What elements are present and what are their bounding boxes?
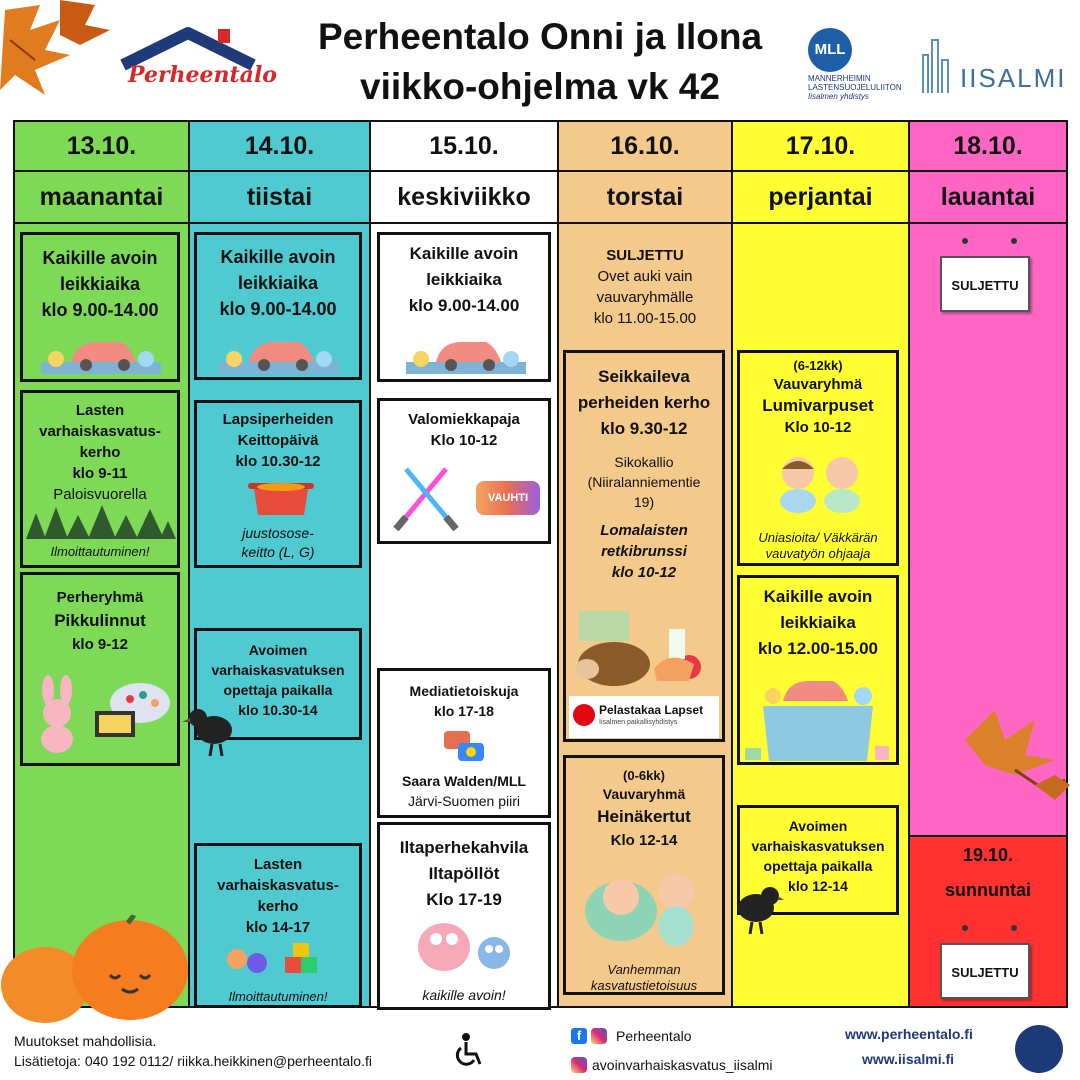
event-note: kaikille avoin! (422, 987, 506, 1003)
instagram-link[interactable]: avoinvarhaiskasvatus_iisalmi (592, 1057, 773, 1073)
title-line-1: Perheentalo Onni ja Ilona (317, 16, 763, 57)
open-playtime-fri (737, 575, 899, 765)
date-header: 18.10. (910, 122, 1066, 172)
event-time: klo 12.00-15.00 (757, 639, 879, 658)
sign-pin (1011, 925, 1017, 931)
perheentalo-logo-text: Perheentalo (128, 62, 277, 88)
wheelchair-icon (450, 1032, 486, 1068)
website-link-iisalmi[interactable]: www.iisalmi.fi (862, 1051, 955, 1067)
event-time: klo 17-18 (434, 703, 494, 719)
pelastakaa-sub: Iisalmen paikallisyhdistys (599, 719, 678, 726)
facebook-link[interactable]: Perheentalo (616, 1028, 692, 1044)
event-title: Iltapöllöt (428, 864, 500, 883)
event-title: retkibrunssi (601, 543, 687, 560)
forest-icon (26, 503, 176, 539)
iisalmi-text: IISALMI (960, 63, 1067, 93)
mll-text-2: LASTENSUOJELULIITON (808, 83, 902, 92)
event-location: (Niiralanniementie (587, 474, 701, 490)
soup-day-tue (194, 400, 362, 568)
event-time: klo 9-12 (72, 636, 128, 653)
event-title: Kaikille avoin (42, 248, 158, 268)
event-text: Ovet auki vain (597, 268, 693, 285)
event-title: Vauvaryhmä (602, 786, 686, 802)
crow-icon (182, 700, 242, 760)
mll-logo (808, 28, 908, 101)
pelastakaa-lapset-logo (569, 696, 719, 738)
date-header: 17.10. (733, 122, 908, 172)
city-skyline-icon (918, 35, 958, 93)
day-header: torstai (559, 172, 731, 224)
perheryhma-mon (20, 572, 180, 766)
soup-pot-icon (246, 475, 316, 517)
sign-pin (962, 925, 968, 931)
event-time: klo 10-12 (611, 564, 677, 581)
event-note: Uniasioita/ Väkkärän (758, 530, 878, 545)
leaf-icon (0, 0, 120, 110)
adventure-club-thu (563, 350, 725, 742)
event-title: varhaiskasvatus- (217, 877, 339, 894)
event-title: opettaja paikalla (763, 858, 873, 874)
event-time: Klo 10-12 (430, 432, 498, 449)
event-time: klo 9.00-14.00 (41, 300, 159, 320)
event-title: Pikkulinnut (54, 611, 146, 630)
crow-icon (724, 878, 784, 938)
event-age: (6-12kk) (793, 358, 843, 373)
hedgehog-icon (569, 609, 719, 689)
owl-icon (404, 915, 524, 975)
event-title: varhaiskasvatuksen (751, 838, 885, 854)
date-header: 16.10. (559, 122, 731, 172)
event-title: SULJETTU (606, 247, 684, 264)
sunday-name: sunnuntai (945, 880, 1031, 900)
event-title: perheiden kerho (577, 393, 711, 412)
event-title: Iltaperhekahvila (399, 838, 529, 857)
event-time: klo 9.00-14.00 (219, 299, 337, 319)
iisalmi-logo (918, 35, 1067, 95)
mll-badge: MLL (808, 28, 852, 72)
instagram-icon[interactable] (591, 1028, 607, 1044)
event-title: varhaiskasvatus- (39, 423, 161, 440)
event-location: Paloisvuorella (53, 486, 147, 503)
event-title: Lapsiperheiden (222, 411, 334, 428)
event-location: 19) (633, 494, 655, 510)
instagram-icon[interactable] (571, 1057, 587, 1073)
event-title: Valomiekkapaja (408, 411, 520, 428)
vauhti-logo: VAUHTI (476, 481, 540, 515)
toy-car-icon (209, 327, 349, 377)
event-title: Avoimen (248, 642, 308, 658)
mll-text-1: MANNERHEIMIN (808, 74, 871, 83)
event-time: klo 9.00-14.00 (408, 296, 520, 315)
lightsaber-icon (386, 459, 466, 539)
page-title (250, 12, 830, 112)
event-host: Saara Walden/MLL (402, 773, 526, 789)
website-link-perheentalo[interactable]: www.perheentalo.fi (845, 1026, 973, 1042)
event-title: Seikkaileva (598, 367, 690, 386)
event-time: Klo 17-19 (426, 890, 502, 909)
event-time: klo 9.30-12 (600, 419, 688, 438)
kerho-mon (20, 390, 180, 568)
event-time: klo 12-14 (788, 878, 848, 894)
event-text: vauvaryhmälle (596, 289, 694, 306)
event-location: Sikokallio (614, 454, 674, 470)
event-title: Lomalaisten (600, 522, 688, 539)
handprint-icon (223, 939, 333, 984)
event-time: Klo 10-12 (784, 419, 852, 436)
open-playtime-tue (194, 232, 362, 380)
day-header: lauantai (910, 172, 1066, 224)
baby-icon (581, 861, 711, 951)
sign-pin (1011, 238, 1017, 244)
day-header: keskiviikko (371, 172, 557, 224)
open-playtime-mon (20, 232, 180, 382)
sign-pin (962, 238, 968, 244)
date-header: 14.10. (190, 122, 369, 172)
event-title: opettaja paikalla (223, 682, 333, 698)
closed-note-thu (560, 245, 730, 329)
day-header: maanantai (15, 172, 188, 224)
event-note: Vanhemman (607, 962, 681, 977)
facebook-icon[interactable]: f (571, 1028, 587, 1044)
event-title: leikkiaika (780, 613, 856, 632)
chat-bubbles-icon (442, 727, 488, 767)
pumpkin-icon (0, 915, 190, 1025)
bunny-icon (28, 675, 88, 755)
date-header: 13.10. (15, 122, 188, 172)
event-title: leikkiaika (59, 274, 141, 294)
sunday-date: 19.10. (962, 845, 1014, 865)
badge-icon (1015, 1025, 1063, 1073)
day-header: tiistai (190, 172, 369, 224)
event-title: Kaikille avoin (763, 587, 873, 606)
event-time: klo 10.30-14 (238, 702, 318, 718)
day-header: perjantai (733, 172, 908, 224)
date-header: 15.10. (371, 122, 557, 172)
mll-text-3: Iisalmen yhdistys (808, 92, 869, 101)
event-title: kerho (79, 444, 121, 461)
event-host: Järvi-Suomen piiri (407, 793, 521, 809)
toy-box-icon (743, 666, 893, 766)
event-age: (0-6kk) (623, 768, 665, 783)
event-time: Klo 12-14 (610, 832, 678, 849)
event-time: klo 14-17 (245, 919, 311, 936)
lightsaber-workshop-wed (377, 398, 551, 544)
title-line-2: viikko-ohjelma vk 42 (360, 66, 720, 107)
evening-cafe-wed (377, 822, 551, 1010)
event-title: Perheryhmä (56, 589, 144, 606)
event-note: vauvatyön ohjaaja (765, 546, 871, 561)
event-title: Mediatietoiskuja (409, 683, 519, 699)
event-time: klo 11.00-15.00 (593, 310, 697, 327)
event-title: Lasten (75, 402, 125, 419)
baby-icon (770, 453, 870, 513)
event-title: leikkiaika (426, 270, 502, 289)
leaf-icon (955, 700, 1075, 810)
changes-note: Muutokset mahdollisia. (14, 1033, 157, 1049)
event-title: leikkiaika (237, 273, 319, 293)
event-note: juustosose- (242, 525, 314, 541)
baby-group-fri (737, 350, 899, 566)
event-title: varhaiskasvatuksen (211, 662, 345, 678)
pelastakaa-name: Pelastakaa Lapset (599, 703, 704, 717)
event-title: Lasten (253, 856, 303, 873)
event-note: Ilmoittautuminen! (228, 989, 328, 1004)
open-playtime-wed (377, 232, 551, 382)
event-title: Vauvaryhmä (773, 376, 863, 393)
event-title: Heinäkertut (597, 807, 691, 826)
event-title: Kaikille avoin (220, 247, 336, 267)
event-title: Lumivarpuset (762, 396, 874, 415)
event-note: Ilmoittautuminen! (50, 544, 150, 559)
paint-palette-icon (95, 681, 175, 741)
baby-group-thu (563, 755, 725, 995)
event-title: kerho (257, 898, 299, 915)
media-info-wed (377, 668, 551, 818)
event-time: klo 10.30-12 (235, 453, 321, 470)
closed-sign-sun: SULJETTU (940, 943, 1030, 999)
toy-car-icon (36, 327, 166, 377)
pelastakaa-icon (573, 704, 595, 726)
closed-sign-sat: SULJETTU (940, 256, 1030, 312)
event-note: kasvatustietoisuus (590, 978, 698, 993)
contact-info: Lisätietoja: 040 192 0112/ riikka.heikkinen@perheentalo.fi (14, 1053, 372, 1069)
event-title: Avoimen (788, 818, 848, 834)
event-time: klo 9-11 (72, 465, 128, 482)
kerho-tue (194, 843, 362, 1008)
event-title: Keittopäivä (237, 432, 319, 449)
event-note: keitto (L, G) (241, 544, 315, 560)
toy-car-icon (391, 327, 541, 377)
event-title: Kaikille avoin (409, 244, 519, 263)
